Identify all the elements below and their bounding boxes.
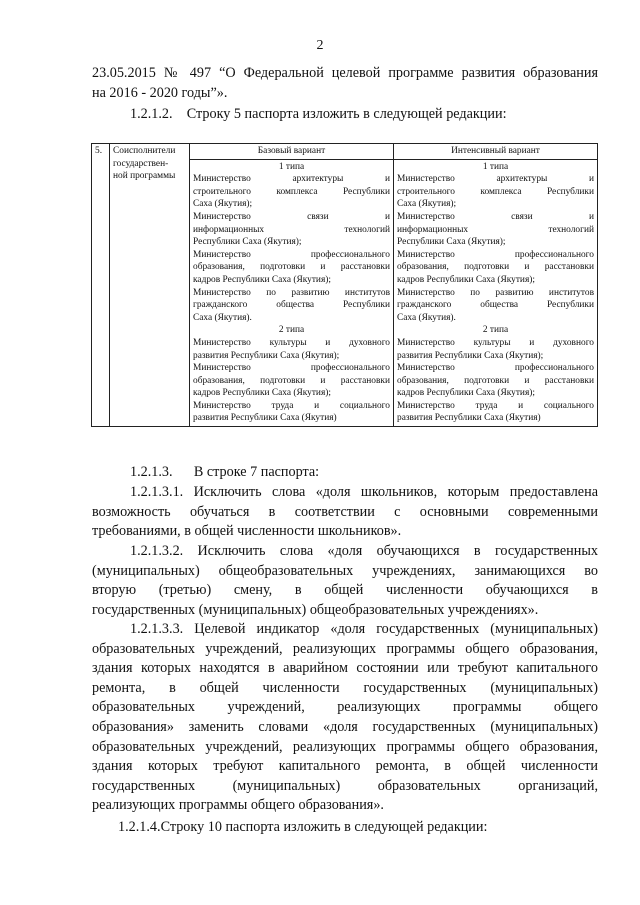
- entry-line: Министерство профессионального: [193, 249, 390, 260]
- basic-type2-entry: [193, 400, 390, 425]
- entry-line: Министерство труда и социального: [397, 400, 594, 411]
- basic-type1-entry: [193, 173, 390, 211]
- type-1-label: 1 типа: [278, 161, 305, 172]
- paragraph-line: вторую (третью) смену, в общей численности обучающихся в: [92, 582, 598, 599]
- intensive-variant-cell: [394, 159, 598, 426]
- intro-line-2: на 2016 - 2020 годы”».: [92, 84, 228, 101]
- intensive-type1-entry: [397, 249, 594, 287]
- basic-variant-header: Базовый вариант: [190, 144, 394, 160]
- entry-line: Министерство труда и социального: [193, 400, 390, 411]
- paragraph-line: здания которых находятся в аварийном состоянии или требуют капитального: [92, 660, 598, 677]
- entry-line: развития Республики Саха (Якутия);: [397, 350, 544, 361]
- paragraph-line: требованиями, в общей численности школьников».: [92, 523, 402, 540]
- entry-line: Министерство связи и: [193, 211, 390, 222]
- entry-line: Саха (Якутия).: [397, 312, 456, 323]
- intensive-type2-entry: [397, 400, 594, 425]
- item-1-2-1-3: [92, 463, 598, 483]
- basic-type1-entry: [193, 249, 390, 287]
- row-number-cell: 5.: [92, 144, 110, 427]
- entry-line: гражданского общества Республики: [193, 300, 390, 311]
- paragraph-line: 1.2.1.3.1. Исключить слова «доля школьников, которым предоставлена: [130, 484, 598, 500]
- passport-row-5-table: [91, 143, 598, 427]
- item-1-2-1-3-3: [92, 620, 598, 816]
- paragraph-line: (муниципальных) общеобразовательных учреждениях, занимающихся во: [92, 562, 598, 579]
- intro-line-1: 23.05.2015 № 497 “О Федеральной целевой программе развития образования: [92, 65, 598, 81]
- entry-line: Саха (Якутия);: [193, 199, 253, 210]
- item-1-2-1-4-text: 1.2.1.4.Строку 10 паспорта изложить в следующей редакции:: [118, 819, 488, 835]
- basic-type1-entry: [193, 287, 390, 325]
- entry-line: Министерство профессионального: [193, 363, 390, 374]
- intro-paragraph: [92, 64, 598, 103]
- paragraph-line: образования» заменить словами «доля государственных (муниципальных): [92, 718, 598, 735]
- basic-type2-entry: [193, 337, 390, 362]
- page-number: 2: [316, 38, 324, 53]
- type-1-label: 1 типа: [482, 161, 509, 172]
- basic-type2-entry: [193, 362, 390, 400]
- entry-line: кадров Республики Саха (Якутия);: [193, 274, 331, 285]
- paragraph-line: здания которых требуют капитального ремонта, в общей численности: [92, 758, 598, 775]
- entry-line: образования, подготовки и расстановки: [193, 375, 390, 386]
- entry-line: кадров Республики Саха (Якутия);: [397, 388, 535, 399]
- intensive-type2-entry: [397, 337, 594, 362]
- paragraph-line: 1.2.1.3.3. Целевой индикатор «доля государственных (муниципальных): [130, 621, 598, 637]
- paragraph-line: возможность обучаться в соответствии с основными современными: [92, 503, 598, 520]
- item-1-2-1-4: [92, 818, 598, 838]
- entry-line: информационных технологий: [397, 224, 594, 235]
- entry-line: образования, подготовки и расстановки: [397, 262, 594, 273]
- item-1-2-1-3-2: [92, 542, 598, 620]
- basic-variant-cell: [190, 159, 394, 426]
- intensive-variant-header: Интенсивный вариант: [394, 144, 598, 160]
- paragraph-line: государственных (муниципальных) образовательных организаций,: [92, 777, 598, 794]
- row-name-line: государствен-: [113, 158, 169, 169]
- item-1-2-1-2-text: 1.2.1.2. Строку 5 паспорта изложить в следующей редакции:: [130, 106, 507, 122]
- entry-line: развития Республики Саха (Якутия);: [193, 350, 340, 361]
- basic-type1-entry: [193, 211, 390, 249]
- entry-line: Министерство культуры и духовного: [397, 337, 594, 348]
- entry-line: Саха (Якутия);: [397, 199, 457, 210]
- entry-line: кадров Республики Саха (Якутия);: [193, 388, 331, 399]
- paragraph-line: государственных (муниципальных) общеобразовательных учреждениях».: [92, 601, 539, 618]
- intensive-type2-entry: [397, 362, 594, 400]
- entry-line: строительного комплекса Республики: [193, 186, 390, 197]
- entry-line: информационных технологий: [193, 224, 390, 235]
- entry-line: кадров Республики Саха (Якутия);: [397, 274, 535, 285]
- entry-line: Министерство архитектуры и: [397, 174, 594, 185]
- item-1-2-1-2: [92, 105, 598, 125]
- item-1-2-1-3-1: [92, 483, 598, 542]
- item-1-2-1-3-text: 1.2.1.3. В строке 7 паспорта:: [130, 464, 320, 480]
- entry-line: Министерство профессионального: [397, 249, 594, 260]
- row-name-cell: [110, 144, 190, 427]
- paragraph-line: образовательных учреждений, реализующих программы общего образования,: [92, 640, 598, 657]
- entry-line: развития Республики Саха (Якутия): [193, 413, 337, 424]
- entry-line: Саха (Якутия).: [193, 312, 252, 323]
- paragraph-line: ремонта, в общей численности государственных (муниципальных): [92, 679, 598, 696]
- intensive-type1-entry: [397, 173, 594, 211]
- row-name-line: Соисполнители: [113, 146, 176, 156]
- intensive-type1-entry: [397, 211, 594, 249]
- type-2-label: 2 типа: [482, 325, 509, 336]
- entry-line: Министерство профессионального: [397, 363, 594, 374]
- entry-line: образования, подготовки и расстановки: [397, 375, 594, 386]
- row-name-line: ной программы: [113, 171, 176, 182]
- paragraph-line: 1.2.1.3.2. Исключить слова «доля обучающихся в государственных: [130, 543, 598, 559]
- entry-line: Министерство по развитию институтов: [397, 287, 594, 298]
- entry-line: Министерство связи и: [397, 211, 594, 222]
- paragraph-line: образовательных учреждений, реализующих программы общего образования,: [92, 738, 598, 755]
- entry-line: Республики Саха (Якутия);: [193, 237, 302, 248]
- entry-line: развития Республики Саха (Якутия): [397, 413, 541, 424]
- entry-line: строительного комплекса Республики: [397, 186, 594, 197]
- type-2-label: 2 типа: [278, 325, 305, 336]
- intensive-type1-entry: [397, 287, 594, 325]
- entry-line: гражданского общества Республики: [397, 300, 594, 311]
- entry-line: Министерство культуры и духовного: [193, 337, 390, 348]
- entry-line: Республики Саха (Якутия);: [397, 237, 506, 248]
- paragraph-line: образовательных учреждений, реализующих программы общего: [92, 699, 598, 716]
- paragraph-line: реализующих программы общего образования».: [92, 797, 384, 814]
- entry-line: Министерство по развитию институтов: [193, 287, 390, 298]
- entry-line: Министерство архитектуры и: [193, 174, 390, 185]
- entry-line: образования, подготовки и расстановки: [193, 262, 390, 273]
